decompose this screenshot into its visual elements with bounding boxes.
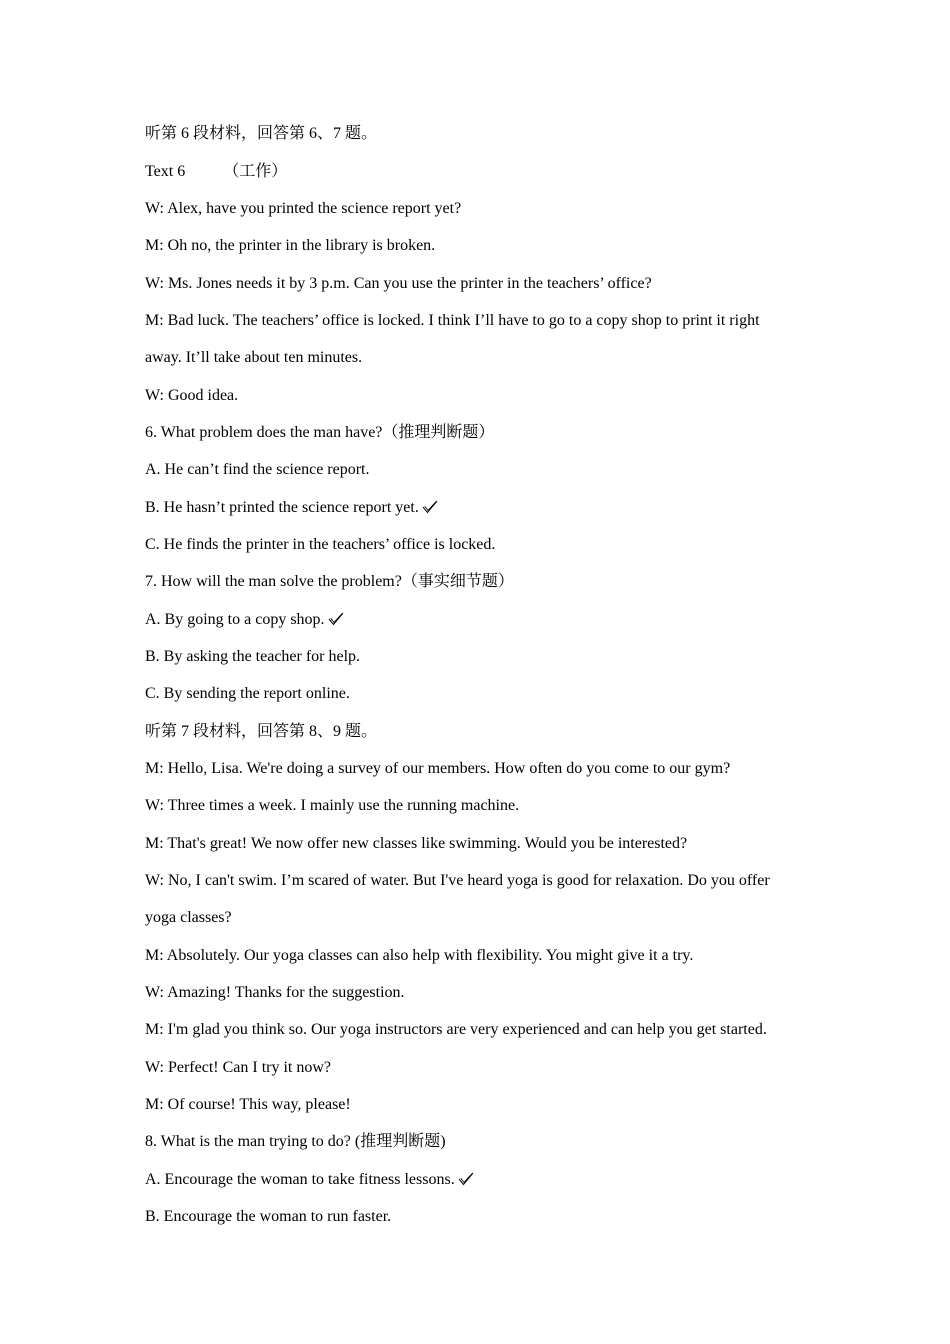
dialogue-line: W: No, I can't swim. I’m scared of water. But I've heard yoga is good for relaxation. Do you offer [145,872,770,889]
dialogue-line: M: That's great! We now offer new classes like swimming. Would you be interested? [145,835,688,852]
dialogue-line: W: Three times a week. I mainly use the running machine. [145,797,520,814]
dialogue-line: yoga classes? [145,909,232,926]
option-text: B. He hasn’t printed the science report yet. [145,499,419,516]
dialogue-line: W: Perfect! Can I try it now? [145,1059,332,1076]
q7-option-c: C. By sending the report online. [145,685,350,702]
dialogue-line: W: Amazing! Thanks for the suggestion. [145,984,405,1001]
dialogue-line: W: Good idea. [145,387,239,404]
topic-label: （工作） [223,163,288,180]
q7-option-b: B. By asking the teacher for help. [145,648,361,665]
q7-option-a [145,610,344,630]
check-mark-icon [422,500,438,514]
text-label: Text 6 [145,163,186,180]
dialogue-line: M: Absolutely. Our yoga classes can also help with flexibility. You might give it a try. [145,947,694,964]
check-mark-icon [458,1172,474,1186]
dialogue-line: W: Ms. Jones needs it by 3 p.m. Can you use the printer in the teachers’ office? [145,275,652,292]
text-6-title [145,162,287,182]
q6-option-c: C. He finds the printer in the teachers’ office is locked. [145,536,496,553]
option-text: A. By going to a copy shop. [145,611,325,628]
option-text: A. Encourage the woman to take fitness lessons. [145,1171,455,1188]
q8-option-b: B. Encourage the woman to run faster. [145,1208,392,1225]
dialogue-line: M: Hello, Lisa. We're doing a survey of our members. How often do you come to our gym? [145,760,731,777]
q6-option-b [145,498,438,518]
question-7: 7. How will the man solve the problem?（事实细节题） [145,573,514,590]
dialogue-line: W: Alex, have you printed the science report yet? [145,200,462,217]
dialogue-line: M: I'm glad you think so. Our yoga instructors are very experienced and can help you get started. [145,1021,767,1038]
check-mark-icon [328,612,344,626]
q8-option-a [145,1170,474,1190]
section-6-heading: 听第 6 段材料，回答第 6、7 题。 [145,125,378,142]
dialogue-line: M: Bad luck. The teachers’ office is locked. I think I’ll have to go to a copy shop to print it right [145,312,760,329]
dialogue-line: M: Oh no, the printer in the library is broken. [145,237,436,254]
q6-option-a: A. He can’t find the science report. [145,461,370,478]
section-7-heading: 听第 7 段材料，回答第 8、9 题。 [145,723,378,740]
dialogue-line: away. It’ll take about ten minutes. [145,349,363,366]
question-8: 8. What is the man trying to do? (推理判断题) [145,1133,446,1150]
dialogue-line: M: Of course! This way, please! [145,1096,351,1113]
question-6: 6. What problem does the man have?（推理判断题） [145,424,495,441]
